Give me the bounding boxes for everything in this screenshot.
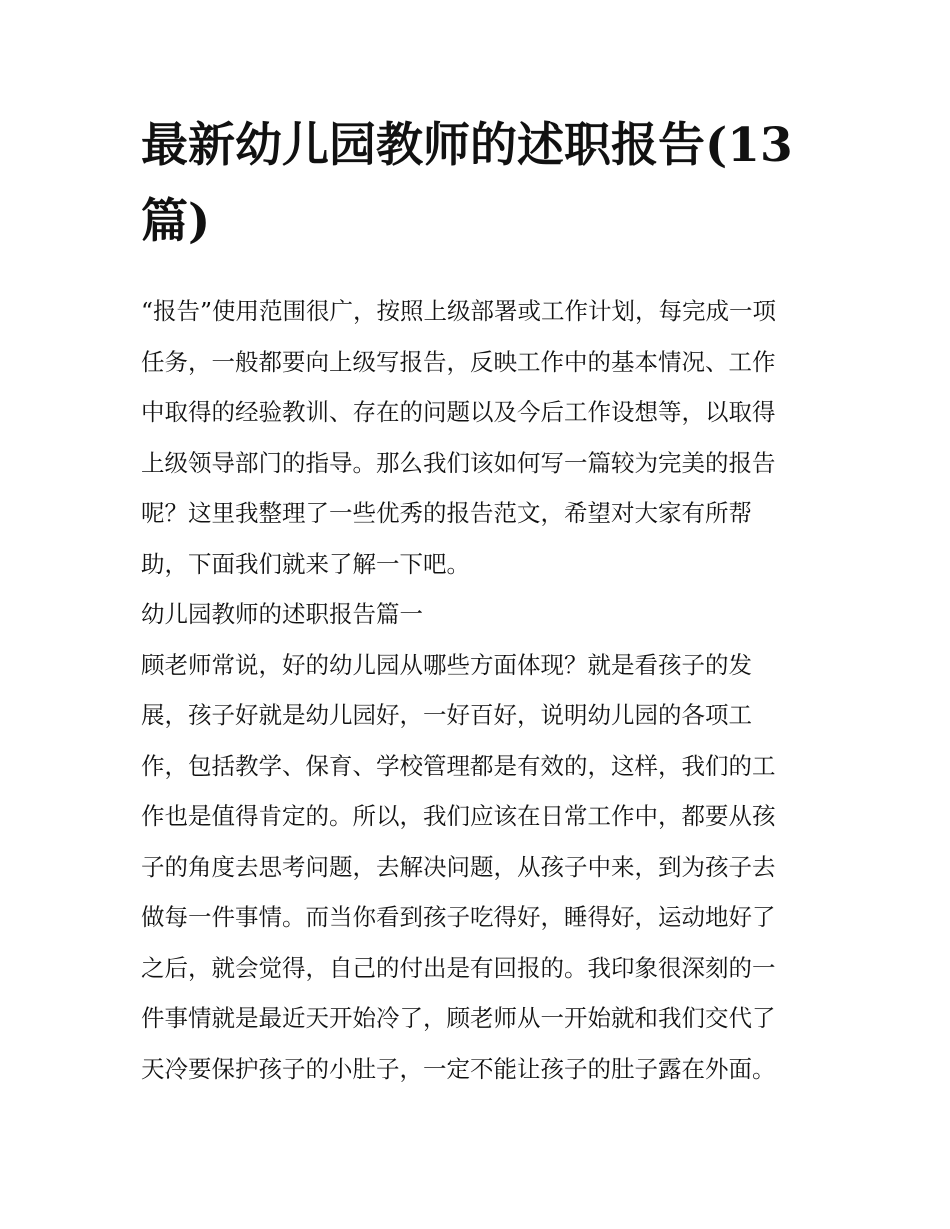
body-line: 顾老师常说，好的幼儿园从哪些方面体现？就是看孩子的发 [141,650,752,679]
body-line: 件事情就是最近天开始冷了，顾老师从一开始就和我们交代了 [141,1004,776,1032]
intro-line: “报告”使用范围很广，按照上级部署或工作计划，每完成一项 [141,297,777,325]
section-heading: 幼儿园教师的述职报告篇一 [141,600,423,628]
document-title: 最新幼儿园教师的述职报告(13篇) [141,118,793,249]
intro-line: 上级领导部门的指导。那么我们该如何写一篇较为完美的报告 [141,448,776,477]
body-line: 天冷要保护孩子的小肚子，一定不能让孩子的肚子露在外面。 [141,1054,776,1083]
body-line: 作，包括教学、保育、学校管理都是有效的，这样，我们的工 [141,751,776,780]
body-line: 子的角度去思考问题，去解决问题，从孩子中来，到为孩子去 [141,852,776,881]
intro-line: 任务，一般都要向上级写报告，反映工作中的基本情况、工作 [141,347,776,376]
document-content [141,108,813,1094]
intro-line: 助，下面我们就来了解一下吧。 [141,549,470,578]
body-line: 作也是值得肯定的。所以，我们应该在日常工作中，都要从孩 [141,802,776,830]
body-line: 之后，就会觉得，自己的付出是有回报的。我印象很深刻的一 [141,953,776,982]
intro-line: 呢？这里我整理了一些优秀的报告范文，希望对大家有所帮 [141,499,752,527]
body-line: 做每一件事情。而当你看到孩子吃得好，睡得好，运动地好了 [141,903,776,931]
body-line: 展，孩子好就是幼儿园好，一好百好，说明幼儿园的各项工 [141,701,752,729]
body-paragraph [141,640,813,1095]
intro-paragraph [141,286,813,589]
intro-line: 中取得的经验教训、存在的问题以及今后工作设想等，以取得 [141,398,776,426]
